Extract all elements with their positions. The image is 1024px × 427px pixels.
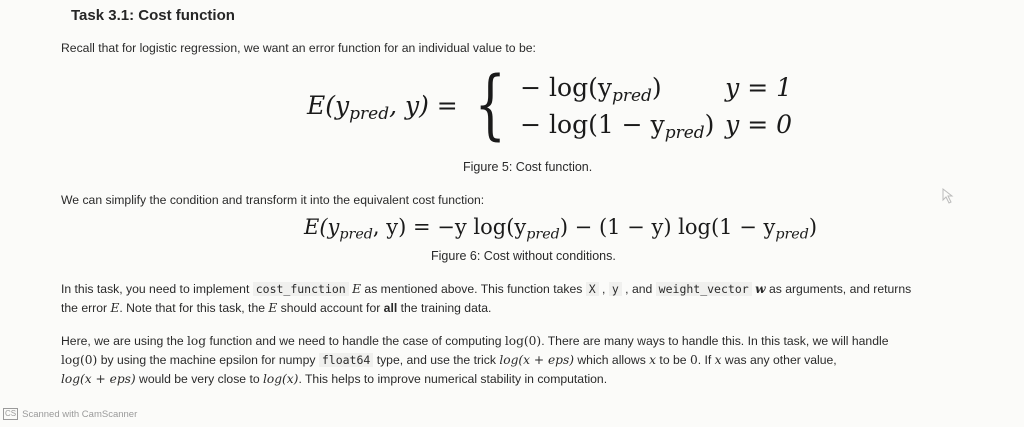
equation-lhs: $E(y_{pred}$, y) = — [307, 91, 458, 125]
case-row: − $\log(1 - y_{pred})$ y = 0 — [520, 110, 792, 144]
cursor-icon — [940, 187, 956, 205]
epsilon-paragraph — [61, 332, 888, 389]
description-line: In this task, you need to implement cost_function E as mentioned above. This function takes X , y , and weight_vector w as arguments, and returns — [61, 282, 912, 296]
paragraph-line: log(x + eps) would be very close to log(x). This helps to improve numerical stability in computation. — [61, 372, 608, 386]
watermark-text: Scanned with CamScanner — [22, 408, 138, 420]
figure-6-caption: Figure 6: Cost without conditions. — [431, 249, 616, 263]
paragraph-line: Here, we are using the log function and we need to handle the case of computing log(0). There are many ways to handle this. In this task, we will handle — [61, 334, 889, 348]
simplify-text: We can simplify the condition and transform it into the equivalent cost function: — [61, 193, 485, 207]
case-row: − $\log(y_{pred})$ y = 1 — [520, 72, 792, 106]
paragraph-line: log(0) by using the machine epsilon for numpy float64 type, and use the trick log(x + eps) which allows x to be 0. If x was any other value, — [61, 353, 837, 367]
task-description — [61, 280, 911, 318]
code-y: y — [609, 282, 622, 296]
code-x: X — [586, 282, 599, 296]
code-float64: float64 — [319, 353, 373, 367]
cost-function-equation — [307, 59, 792, 148]
task-heading: Task 3.1: Cost function — [71, 7, 235, 24]
description-line: the error E. Note that for this task, the E should account for all the training data. — [61, 301, 492, 315]
camscanner-watermark — [3, 408, 137, 420]
cost-without-conditions-equation: $E(y_{pred}$, y) = −y $\log(y_{pred}) - (1 - y) \log(1 - y_{pred})$ — [304, 215, 818, 243]
equation-cases — [520, 73, 792, 143]
code-weight-vector: weight_vector — [656, 282, 752, 296]
code-cost-function: cost_function — [253, 282, 349, 296]
camscanner-logo-icon: CS — [5, 409, 17, 418]
left-brace: { — [474, 59, 506, 148]
figure-5-caption: Figure 5: Cost function. — [463, 160, 593, 174]
intro-text: Recall that for logistic regression, we want an error function for an individual value to be: — [61, 41, 536, 55]
